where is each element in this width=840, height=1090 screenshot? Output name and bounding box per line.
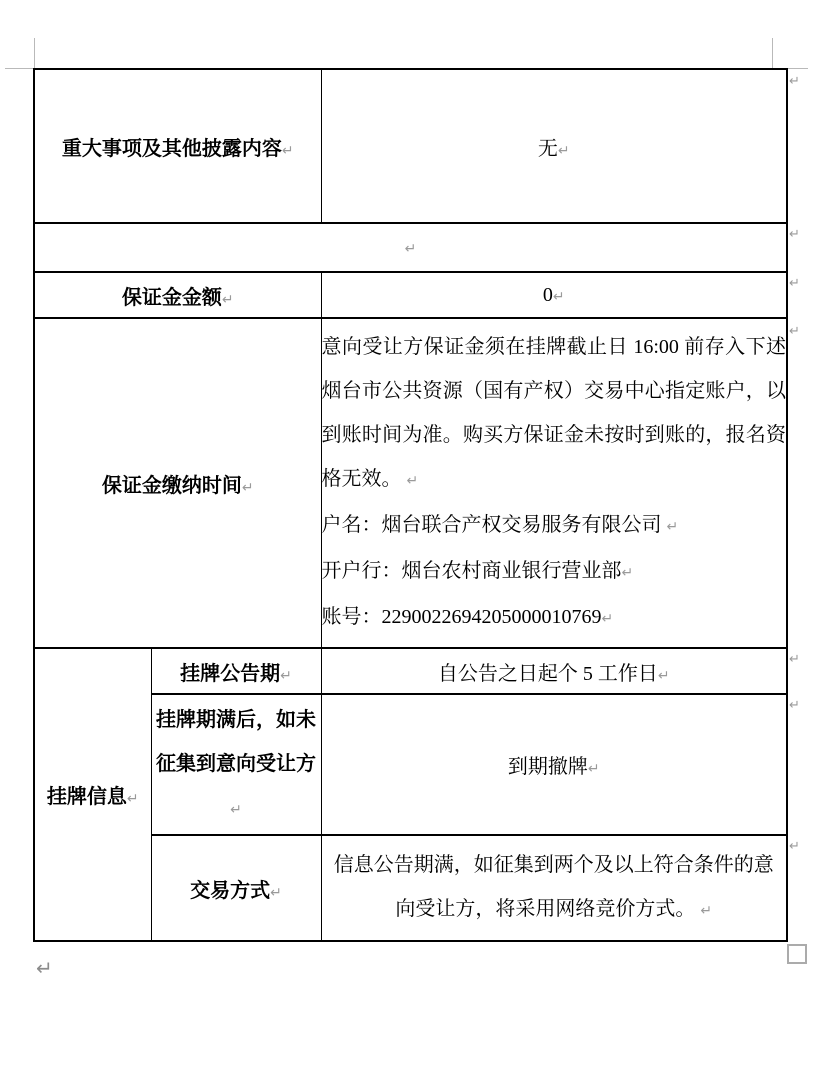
end-of-row-mark-icon: ↵ (789, 839, 800, 854)
deposit-amount-label-cell[interactable] (34, 272, 321, 318)
bank-branch-line (322, 549, 787, 595)
paragraph-mark-icon: ↵ (406, 473, 419, 489)
margin-crop-mark-top-left-horizontal (5, 68, 34, 69)
trading-method-label-cell[interactable] (151, 835, 321, 941)
bank-branch-text: 开户行：烟台农村商业银行营业部 (321, 560, 622, 582)
account-number-line (322, 595, 787, 641)
end-of-row-mark-icon: ↵ (789, 276, 800, 291)
empty-row-cell[interactable] (34, 223, 787, 272)
major-disclosure-label-cell[interactable] (34, 69, 321, 223)
after-expiry-value-cell[interactable] (321, 694, 787, 835)
table-resize-handle[interactable] (787, 944, 807, 964)
margin-crop-mark-top-right-vertical (772, 38, 773, 68)
end-of-row-mark-icon: ↵ (789, 698, 800, 713)
paragraph-mark-icon: ↵ (557, 142, 570, 159)
paragraph-mark-icon: ↵ (230, 801, 242, 818)
end-of-row-mark-icon: ↵ (789, 324, 800, 339)
account-name-text: 户名：烟台联合产权交易服务有限公司 (321, 514, 667, 536)
deposit-time-label: 保证金缴纳时间 (101, 474, 242, 497)
paragraph-mark-icon: ↵ (657, 667, 670, 684)
table-row (34, 272, 787, 318)
major-disclosure-value-cell[interactable] (321, 69, 787, 223)
announcement-period-value: 自公告之日起个 5 工作日 (437, 662, 658, 685)
after-expiry-value: 到期撤牌 (507, 756, 588, 778)
paragraph-mark-icon: ↵ (281, 142, 294, 159)
deposit-amount-label: 保证金金额 (121, 286, 222, 309)
paragraph-mark-icon: ↵ (270, 884, 282, 901)
listing-info-label: 挂牌信息 (46, 786, 127, 808)
table-row (34, 223, 787, 272)
end-of-row-mark-icon: ↵ (789, 74, 800, 89)
margin-crop-mark-top-left-vertical (34, 38, 35, 68)
table-row (34, 648, 787, 694)
paragraph-mark-icon: ↵ (221, 291, 234, 308)
paragraph-mark-icon: ↵ (552, 288, 565, 305)
end-of-row-mark-icon: ↵ (789, 227, 800, 242)
after-expiry-label-cell[interactable] (151, 694, 321, 835)
paragraph-mark-icon: ↵ (601, 611, 614, 627)
end-of-row-mark-icon: ↵ (789, 652, 800, 667)
deposit-time-label-cell[interactable] (34, 318, 321, 648)
announcement-period-label-cell[interactable] (151, 648, 321, 694)
paragraph-mark-icon: ↵ (126, 791, 139, 807)
deposit-amount-value: 0 (542, 283, 553, 306)
paragraph-mark-icon: ↵ (404, 241, 417, 257)
table-row (34, 69, 787, 223)
paragraph-mark-icon: ↵ (241, 479, 254, 496)
announcement-period-label: 挂牌公告期 (180, 662, 281, 685)
paragraph-mark-icon: ↵ (587, 761, 600, 777)
major-disclosure-value: 无 (537, 137, 558, 160)
trading-method-label: 交易方式 (190, 879, 271, 902)
listing-info-label-cell[interactable] (34, 648, 151, 941)
trading-method-value-cell[interactable] (321, 835, 787, 941)
deposit-amount-value-cell[interactable] (321, 272, 787, 318)
deposit-time-paragraph (322, 325, 787, 503)
after-expiry-label: 挂牌期满后，如未征集到意向受让方 (156, 708, 316, 775)
paragraph-mark-icon: ↵ (700, 903, 713, 919)
disclosure-table (33, 68, 788, 942)
account-name-line (322, 503, 787, 549)
major-disclosure-label: 重大事项及其他披露内容 (61, 137, 282, 160)
deposit-time-value-cell[interactable] (321, 318, 787, 648)
announcement-period-value-cell[interactable] (321, 648, 787, 694)
paragraph-mark-icon: ↵ (666, 519, 679, 535)
paragraph-mark-icon: ↵ (36, 956, 53, 980)
deposit-time-paragraph-text: 意向受让方保证金须在挂牌截止日 16:00 前存入下述烟台市公共资源（国有产权）交易中心指定账户，以到账时间为准。购买方保证金未按时到账的，报名资格无效。 (321, 336, 787, 490)
table-row (34, 318, 787, 648)
account-number-text: 账号：2290022694205000010769 (321, 606, 602, 628)
paragraph-mark-icon: ↵ (621, 565, 634, 581)
paragraph-mark-icon: ↵ (280, 667, 292, 684)
trading-method-value: 信息公告期满，如征集到两个及以上符合条件的意向受让方，将采用网络竞价方式。 (333, 854, 774, 920)
trading-method-value-wrap (322, 843, 787, 933)
